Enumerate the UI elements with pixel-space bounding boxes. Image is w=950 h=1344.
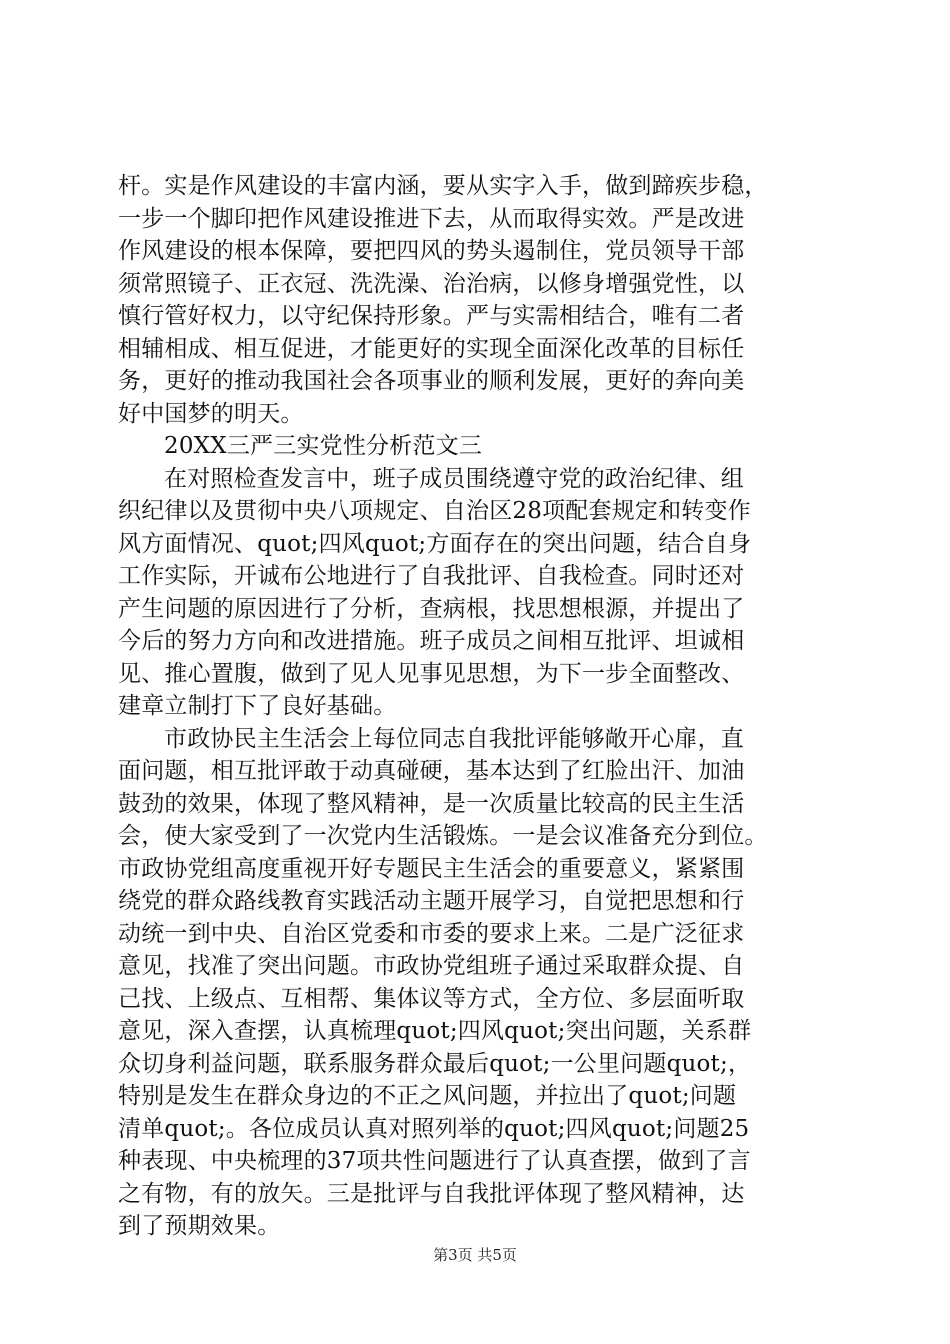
text-line: 会，使大家受到了一次党内生活锻炼。一是会议准备充分到位。	[118, 823, 768, 849]
text-line: 务，更好的推动我国社会各项事业的顺利发展，更好的奔向美	[118, 368, 745, 394]
text-line: 须常照镜子、正衣冠、洗洗澡、治治病，以修身增强党性，以	[118, 270, 745, 297]
text-line: 到了预期效果。	[118, 1213, 281, 1239]
text-line: 市政协党组高度重视开好专题民主生活会的重要意义，紧紧围	[118, 855, 745, 882]
text-line: 面问题，相互批评敢于动真碰硬，基本达到了红脸出汗、加油	[118, 758, 745, 784]
text-line: 市政协民主生活会上每位同志自我批评能够敞开心扉，直	[164, 725, 744, 752]
text-line: 风方面情况、quot;四风quot;方面存在的突出问题，结合自身	[118, 530, 752, 557]
text-line: 动统一到中央、自治区党委和市委的要求上来。二是广泛征求	[118, 920, 745, 947]
text-line: 产生问题的原因进行了分析，查病根，找思想根源，并提出了	[118, 595, 745, 622]
text-line: 杆。实是作风建设的丰富内涵，要从实字入手，做到蹄疾步稳，	[118, 173, 768, 199]
text-line: 见、推心置腹，做到了见人见事见思想，为下一步全面整改、	[118, 660, 745, 687]
text-line: 织纪律以及贯彻中央八项规定、自治区28项配套规定和转变作	[118, 498, 751, 524]
text-line: 20XX三严三实党性分析范文三	[164, 433, 483, 459]
text-line: 之有物，有的放矢。三是批评与自我批评体现了整风精神，达	[118, 1180, 745, 1207]
text-line: 意见，找准了突出问题。市政协党组班子通过采取群众提、自	[118, 953, 745, 979]
text-line: 意见，深入查摆，认真梳理quot;四风quot;突出问题，关系群	[118, 1018, 752, 1044]
text-line: 工作实际，开诚布公地进行了自我批评、自我检查。同时还对	[118, 563, 745, 589]
page-footer: 第3页 共5页	[433, 1246, 517, 1264]
text-line: 众切身利益问题，联系服务群众最后quot;一公里问题quot;，	[118, 1050, 752, 1077]
text-line: 种表现、中央梳理的37项共性问题进行了认真查摆，做到了言	[118, 1148, 751, 1174]
text-line: 清单quot;。各位成员认真对照列举的quot;四风quot;问题25	[118, 1115, 750, 1142]
text-line: 在对照检查发言中，班子成员围绕遵守党的政治纪律、组	[164, 465, 744, 492]
text-line: 建章立制打下了良好基础。	[118, 693, 397, 719]
text-line: 作风建设的根本保障，要把四风的势头遏制住，党员领导干部	[118, 238, 745, 264]
document-body	[118, 170, 838, 1243]
text-line: 绕党的群众路线教育实践活动主题开展学习，自觉把思想和行	[118, 888, 745, 914]
text-line: 今后的努力方向和改进措施。班子成员之间相互批评、坦诚相	[118, 628, 745, 654]
text-line: 鼓劲的效果，体现了整风精神，是一次质量比较高的民主生活	[118, 790, 745, 817]
text-line: 慎行管好权力，以守纪保持形象。严与实需相结合，唯有二者	[118, 303, 745, 329]
text-line: 好中国梦的明天。	[118, 400, 304, 427]
text-line: 己找、上级点、互相帮、集体议等方式，全方位、多层面听取	[118, 985, 745, 1012]
text-line: 特别是发生在群众身边的不正之风问题，并拉出了quot;问题	[118, 1083, 737, 1109]
text-line: 相辅相成、相互促进，才能更好的实现全面深化改革的目标任	[118, 335, 745, 362]
text-line: 一步一个脚印把作风建设推进下去，从而取得实效。严是改进	[118, 205, 745, 232]
